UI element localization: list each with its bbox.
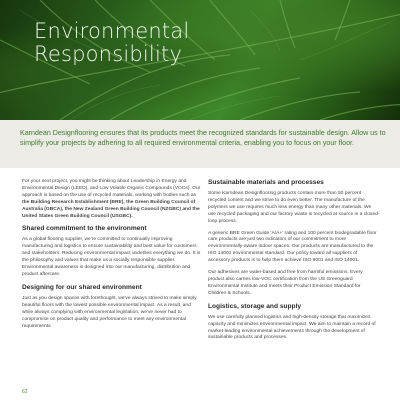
paragraph: We use carefully planned logistics and high-density storage that maximizes capacity and minimizes environmental impact. We aim to maintain a record of market-leading environmental achievements through the development of sustainable products and processes.	[208, 314, 376, 341]
page-title	[34, 20, 189, 66]
hero-banner	[0, 0, 400, 120]
paragraph: A generic BRE Green Guide 'A/A+' rating and 100 percent biodegradable floor care products are just two indicators of our commitment to more environmentally-aware indoor spaces. Our products are manufactured to the ISO 14001 environmental standard. Our policy toward all suppliers of accessory products is to help them achieve ISO 9001 and ISO 14001.	[208, 230, 377, 264]
paragraph	[22, 179, 202, 220]
right-column	[208, 179, 380, 347]
paragraph: Just as you design spaces with forethought, we've always strived to make simply beautiful floors with the lowest possible environmental impact. As a result, and while always complying with environmental legislation, we've never had to compromise on product quality and performance to meet any environmental requirements.	[22, 295, 197, 329]
section-heading: Designing for our shared environment	[22, 283, 142, 291]
paragraph: As a global flooring supplier, we're committed to continually improving manufacturing and logistics to ensure sustainability and best value for customers and stakeholders. Reducing environmental impact underlies everything we do. It is the philosophy and values that make us a socially responsible supplier. Environmental awareness is designed into our manufacturing, distribution and product aftercare.	[22, 237, 201, 277]
intro-text: Karndean Designflooring ensures that its products meet the recognized standards for sustainable design. Allow us to simplify your projects by adhering to all required environmental criteria, enabling you to focus on your floor.	[20, 129, 386, 147]
title-line-1: Environmental	[34, 19, 190, 43]
section-heading: Sustainable materials and processes	[208, 179, 324, 186]
paragraph-bold-text: the Building Research Establishment (BRE), the Green Building Council of Australia (GBCA), the New Zealand Green Building Council (NZGBC) and the United States Green Building Council (USGBC).	[22, 199, 200, 219]
left-column	[22, 179, 202, 335]
paragraph: Some Karndean Designflooring products contain more than 50 percent recycled content and we strive to do even better. The manufacture of the polymers we use requires much less energy than many other materials. We use recycled packaging and our factory waste is recycled at source in a closed-loop process.	[208, 191, 380, 224]
section-heading: Shared commitment to the environment	[22, 225, 147, 233]
paragraph-text: For your next project, you might be thinking about Leadership in Energy and Environmental Design (LEED), and Low Volatile Organic Compounds (VOCs). Our approach is based on the use of recycled materials, working with bodies such as	[22, 179, 201, 198]
section-heading: Logistics, storage and supply	[208, 302, 302, 310]
paragraph: Our adhesives are water-based and free from harmful emissions. Every product also carries low-VOC certification from the US Greenguard Environmental Institute and meets their Product Emission Standard for Children & Schools.	[208, 270, 363, 296]
title-line-2: Responsibility	[34, 42, 183, 66]
page-number: 62	[22, 389, 28, 395]
